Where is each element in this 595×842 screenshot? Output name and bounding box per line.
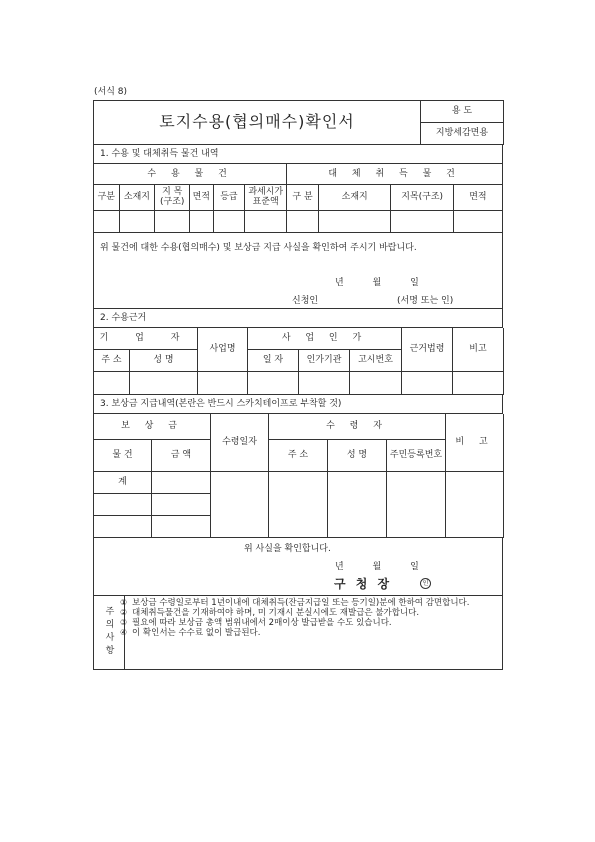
notice-number-header: 고시번호: [350, 350, 402, 372]
cell-input[interactable]: [248, 372, 299, 395]
cell-input[interactable]: [211, 471, 269, 537]
col-replacement-area: 면적: [453, 184, 502, 210]
section2-table: [93, 328, 504, 396]
receipt-date-header: 수령일자: [211, 414, 269, 471]
cell-input[interactable]: [287, 210, 319, 232]
cell-input[interactable]: [402, 372, 453, 395]
cell-input[interactable]: [453, 372, 504, 395]
col-land-category: 지 목 (구조): [155, 184, 190, 210]
cell-input[interactable]: [350, 372, 402, 395]
cell-input[interactable]: [269, 471, 328, 537]
confirmation-date: 년 월 일: [335, 561, 419, 572]
business-operator-header: 기 업 자: [94, 328, 198, 350]
resident-number-header: 주민등록번호: [387, 439, 446, 471]
col-replacement-location: 소재지: [318, 184, 391, 210]
col-replacement-land-category: 지목(구조): [391, 184, 453, 210]
notes-block: [93, 596, 503, 670]
applicant-label: 신청인: [292, 295, 319, 306]
cell-input[interactable]: [119, 210, 155, 232]
note-item: ① 보상금 수령일로부터 1년이내에 대체취득(잔금지급일 또는 등기일)분에 한하여 감면합니다.: [120, 597, 470, 608]
note-item: ③ 필요에 따라 보상금 총액 범위내에서 2매이상 발급받을 수도 있습니다.: [120, 617, 392, 628]
confirmation-block: [93, 538, 503, 596]
cell-input[interactable]: [94, 210, 120, 232]
cell-input[interactable]: [446, 471, 504, 537]
col-location: 소재지: [119, 184, 155, 210]
approval-agency-header: 인가기관: [299, 350, 350, 372]
signature-label: (서명 또는 인): [397, 295, 454, 306]
approval-date-header: 일 자: [248, 350, 299, 372]
cell-input[interactable]: [152, 493, 211, 515]
compensation-header: 보 상 금: [94, 414, 211, 439]
seal-mark: 인: [420, 578, 431, 589]
recipient-address-header: 주 소: [269, 439, 328, 471]
request-date: 년 월 일: [335, 277, 419, 288]
form-number: (서식 8): [94, 87, 127, 97]
title-table: [93, 100, 504, 145]
col-replacement-category: 구 분: [287, 184, 319, 210]
form-title: 토지수용(협의매수)확인서: [94, 101, 421, 145]
cell-input[interactable]: [130, 372, 198, 395]
col-standard-price: 과세시가표준액: [245, 184, 287, 210]
request-block: [93, 233, 503, 309]
cell-input[interactable]: [155, 210, 190, 232]
cell-input[interactable]: [94, 493, 152, 515]
item-header: 물 건: [94, 439, 152, 471]
cell-input[interactable]: [391, 210, 453, 232]
usage-label: 용 도: [421, 101, 504, 123]
note-item: ④ 이 확인서는 수수료 없이 발급된다.: [120, 627, 261, 638]
amount-header: 금 액: [152, 439, 211, 471]
col-area: 면적: [190, 184, 214, 210]
section3-remarks-header: 비 고: [446, 414, 504, 471]
legal-basis-header: 근거법령: [402, 328, 453, 372]
section1-table: [93, 164, 503, 233]
business-approval-header: 사 업 인 가: [248, 328, 402, 350]
cell-input[interactable]: [213, 210, 245, 232]
cell-input[interactable]: [245, 210, 287, 232]
expropriated-items-header: 수 용 물 건: [94, 164, 287, 184]
cell-input[interactable]: [328, 471, 387, 537]
section3-table: [93, 414, 504, 538]
operator-address-header: 주 소: [94, 350, 130, 372]
cell-input[interactable]: [152, 515, 211, 537]
cell-input[interactable]: [318, 210, 391, 232]
issuer-title: 구 청 장: [334, 576, 393, 591]
section2-heading: 2. 수용근거: [93, 309, 503, 328]
col-grade: 등급: [213, 184, 245, 210]
section1-heading: 1. 수용 및 대체취득 물건 내역: [93, 145, 503, 164]
recipient-header: 수 령 자: [269, 414, 446, 439]
note-item: ② 대체취득물건을 기재하여야 하며, 미 기재시 분실시에도 재발급은 불가합니다.: [120, 607, 420, 618]
cell-input[interactable]: [299, 372, 350, 395]
cell-input[interactable]: [190, 210, 214, 232]
confirmation-text: 위 사실을 확인합니다.: [244, 543, 331, 554]
operator-name-header: 성 명: [130, 350, 198, 372]
remarks-header: 비고: [453, 328, 504, 372]
request-text: 위 물건에 대한 수용(협의매수) 및 보상금 지급 사실을 확인하여 주시기 바랍니다.: [100, 242, 417, 253]
cell-input[interactable]: [152, 471, 211, 493]
cell-input[interactable]: [94, 515, 152, 537]
col-category: 구분: [94, 184, 120, 210]
replacement-items-header: 대 체 취 득 물 건: [287, 164, 503, 184]
usage-value: 지방세감면용: [421, 123, 504, 145]
notes-side-label: 주의사항: [94, 596, 125, 669]
total-label: 계: [94, 471, 152, 493]
section3-heading: 3. 보상금 지급내역(본란은 반드시 스카치테이프로 부착할 것): [93, 395, 503, 414]
cell-input[interactable]: [94, 372, 130, 395]
cell-input[interactable]: [387, 471, 446, 537]
confirmation-form: [93, 100, 503, 670]
business-name-header: 사업명: [198, 328, 248, 372]
cell-input[interactable]: [453, 210, 502, 232]
recipient-name-header: 성 명: [328, 439, 387, 471]
notes-list: [94, 596, 502, 638]
cell-input[interactable]: [198, 372, 248, 395]
